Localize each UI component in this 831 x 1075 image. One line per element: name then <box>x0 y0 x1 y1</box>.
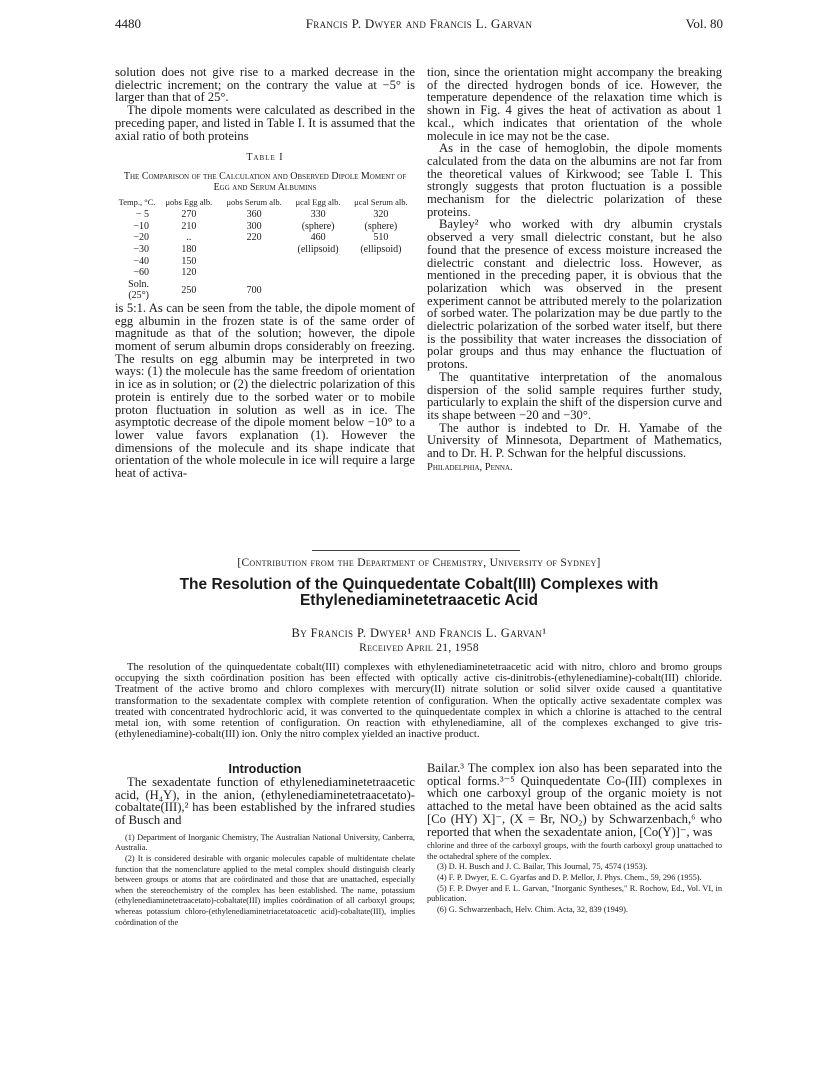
table-row <box>115 221 415 233</box>
footnote: (6) G. Schwarzenbach, Helv. Chim. Acta, 32, 839 (1949). <box>437 904 628 914</box>
table-row <box>115 232 415 244</box>
table-cell <box>289 279 346 302</box>
table-cell: 120 <box>181 267 197 279</box>
paragraph: Bailar.³ The complex ion also has been separated into the optical forms.³⁻⁵ Quinquedentate Co-(III) complexes in which one carboxyl group of the organic moiety is not attached to the metal have been obtained as the acid salts [Co (HY) X]⁻, (X = Br, NO₂) by Schwarzenbach,⁶ who reported that when the sexadentate anion, [Co(Y)]⁻, was <box>427 761 722 839</box>
table-cell <box>347 279 415 302</box>
footnote: (2) It is considered desirable with organic molecules capable of multidentate chelate function that the nomenclature applied to the metal complex should distinguish clearly between groups or atoms that are coördinated and those that are unattached, especially when the stereochemistry of the complex has been established. The name, potassium (ethylenediaminetetraacetato)-cobaltate(III) implies coördination of all carboxyl groups; whereas potassium chloro-(ethylenediaminetriacetatoacetic acid)-cobaltate(III), implies coördination of the <box>115 854 415 927</box>
paragraph: The author is indebted to Dr. H. Yamabe of the University of Minnesota, Department of Mathematics, and to Dr. H. P. Schwan for the helpful discussions. <box>427 420 722 461</box>
table-header-cell: μobs Serum alb. <box>226 197 282 208</box>
table-row <box>115 267 415 279</box>
table-cell <box>347 267 415 279</box>
paragraph: As in the case of hemoglobin, the dipole moments calculated from the data on the albumins are not far from the theoretical values of Kirkwood; see Table I. This strongly suggests that proton fluctuation is a possible mechanism for the dielectric polarization of these proteins. <box>427 141 722 219</box>
table-cell: 360 <box>246 209 262 221</box>
footnote: chlorine and three of the carboxyl groups, with the fourth carboxyl group unattached to the octahedral sphere of the complex. <box>427 841 722 861</box>
table-cell: Soln.(25°) <box>128 278 149 302</box>
section-heading: Introduction <box>228 762 302 776</box>
table-cell <box>219 267 290 279</box>
table-cell <box>289 256 346 268</box>
table-row <box>115 244 415 256</box>
byline: By Francis P. Dwyer¹ and Francis L. Garvan¹ <box>291 626 547 640</box>
table-cell: 700 <box>246 284 262 296</box>
top-left-column <box>115 66 415 480</box>
table-cell: 210 <box>181 220 197 232</box>
table-cell: −20 <box>133 232 149 244</box>
paragraph: is 5:1. As can be seen from the table, the dipole moment of egg albumin in the frozen state is of the same order of magnitude as that of the solution; however, the dipole moment of serum albumin drops considerably on freezing. The results on egg albumin may be interpreted in two ways: (1) the molecule has the same freedom of orientation in ice as in solution; or (2) the dielectric polarization of this protein is entirely due to the sorbed water or to mobile proton fluctuation in solution as well as in ice. The asymptotic decrease of the dipole moment below −10° to a lower value favors explanation (1). However the dimensions of the molecule and its shape indicate that orientation of the whole molecule in ice will require a large heat of activa- <box>115 300 415 481</box>
received-date: Received April 21, 1958 <box>359 642 479 654</box>
running-head <box>115 16 723 34</box>
table-row <box>115 209 415 221</box>
footnote: (3) D. H. Busch and J. C. Bailar, This Journal, 75, 4574 (1953). <box>437 862 648 872</box>
table-cell: (sphere) <box>364 220 398 232</box>
table-row <box>115 279 415 302</box>
table-row <box>115 256 415 268</box>
contribution-line: [Contribution from the Department of Chemistry, University of Sydney] <box>237 557 601 569</box>
table-cell: 300 <box>246 220 262 232</box>
top-right-column <box>427 66 722 475</box>
table-cell: 330 <box>310 209 326 221</box>
paragraph: Bayley² who worked with dry albumin crystals observed a very small dielectric constant, but he also found that the presence of excess moisture increased the dielectric constant and dielectric loss. However, as mentioned in the preceding paper, it is obvious that the polarization which was observed in the present experiment cannot be attributed merely to the polarization of sorbed water. The polarization may be due partly to the dielectric polarization of the sorbed water itself, but there is the possibility that water increases the dissociation of polar groups and thus may enhance the fluctuation of protons. <box>427 217 722 372</box>
volume-label: Vol. 80 <box>685 16 723 31</box>
table-cell: 250 <box>181 284 197 296</box>
running-head-authors: Francis P. Dwyer and Francis L. Garvan <box>305 16 533 31</box>
table-cell: (ellipsoid) <box>360 244 402 255</box>
paragraph: The dipole moments were calculated as described in the preceding paper, and listed in Table I. It is assumed that the axial ratio of both proteins <box>115 103 415 143</box>
footnotes-left <box>115 833 415 928</box>
table-cell: 320 <box>373 209 389 221</box>
table-cell <box>219 244 290 256</box>
table-cell <box>289 267 346 279</box>
footnote: (1) Department of Inorganic Chemistry, The Australian National University, Canberra, Australia. <box>115 832 415 853</box>
paragraph: The sexadentate function of ethylenediaminetetraacetic acid, (H₄Y), in the anion, (ethylenediaminetetraacetato)-cobaltate(III),² has been established by the infrared studies of Busch and <box>115 775 415 828</box>
footnote: (4) F. P. Dwyer, E. C. Gyarfas and D. P. Mellor, J. Phys. Chem., 59, 296 (1955). <box>437 873 702 882</box>
table-header-cell: μcal Serum alb. <box>354 197 408 208</box>
table-title: Table I <box>246 152 284 164</box>
paragraph: tion, since the orientation might accompany the breaking of the directed hydrogen bonds of ice. However, the temperature dependence of the relaxation time which is shown in Fig. 4 gives the heat of activation as about 1 kcal., which indicates that orientation of the whole molecule in ice may not be the case. <box>427 65 722 143</box>
table-cell <box>219 256 290 268</box>
place-signoff: Philadelphia, Penna. <box>427 461 513 473</box>
table-cell: 220 <box>246 232 262 244</box>
table-cell <box>347 256 415 268</box>
footnotes-right <box>427 841 722 915</box>
table-cell: 150 <box>181 255 197 267</box>
table-cell: 460 <box>310 232 326 244</box>
data-table <box>115 198 415 302</box>
table-1 <box>115 152 415 302</box>
table-cell: (ellipsoid) <box>297 244 339 255</box>
table-cell: −30 <box>133 244 149 255</box>
table-caption: The Comparison of the Calculation and Observed Dipole Moment of Egg and Serum Albumins <box>123 171 407 194</box>
page-number: 4480 <box>115 16 141 31</box>
table-cell: 510 <box>373 232 389 244</box>
footnote: (5) F. P. Dwyer and F. L. Garvan, "Inorganic Syntheses," R. Rochow, Ed., Vol. VI, in publication. <box>427 883 722 904</box>
table-cell: −10 <box>133 220 149 232</box>
table-cell: 270 <box>181 209 197 221</box>
table-cell: .. <box>186 232 192 244</box>
table-cell: − 5 <box>135 209 149 221</box>
intro-right-column <box>427 762 722 915</box>
table-header-cell: Temp., °C. <box>118 197 156 208</box>
article-title: The Resolution of the Quinquedentate Cobalt(III) Complexes with Ethylenediaminetetraacetic Acid <box>179 576 659 609</box>
table-cell: −40 <box>133 255 149 267</box>
table-header-cell: μobs Egg alb. <box>165 197 213 208</box>
paragraph: solution does not give rise to a marked decrease in the dielectric increment; on the contrary the value at −5° is larger than that of 25°. <box>115 65 415 105</box>
paragraph: The quantitative interpretation of the anomalous dispersion of the solid sample requires further study, particularly to explain the shift of the dispersion curve and its shape between −20 and −30°. <box>427 369 722 422</box>
table-cell: 180 <box>181 244 197 255</box>
section-divider <box>312 550 520 551</box>
table-header-cell: μcal Egg alb. <box>295 197 341 208</box>
abstract: The resolution of the quinquedentate cobalt(III) complexes with ethylenediaminetetraacetic acid with nitro, chloro and bromo groups occupying the sixth coördination position has been effected with optically active cis-dinitrobis-(ethylenediamine)-cobalt(III) chloride. Treatment of the active bromo and chloro complexes with mercury(II) nitrate solution or solid silver oxide caused a quantitative transformation to the sexadentate complex with complete retention of configuration. When the optically active sexadentate complex was treated with concentrated hydrochloric acid, it was converted to the quinquedentate complex in which a chlorine is attached to the central metal ion, with some retention of configuration. On reaction with ethylenediamine, all of the complexes exchanged to give tris-(ethylenediamine)-cobalt(III) ion. Only the nitro complex yielded an inactive product. <box>115 662 722 741</box>
intro-left-column <box>115 762 415 928</box>
table-cell: −60 <box>133 267 149 279</box>
table-cell: (sphere) <box>301 220 335 232</box>
